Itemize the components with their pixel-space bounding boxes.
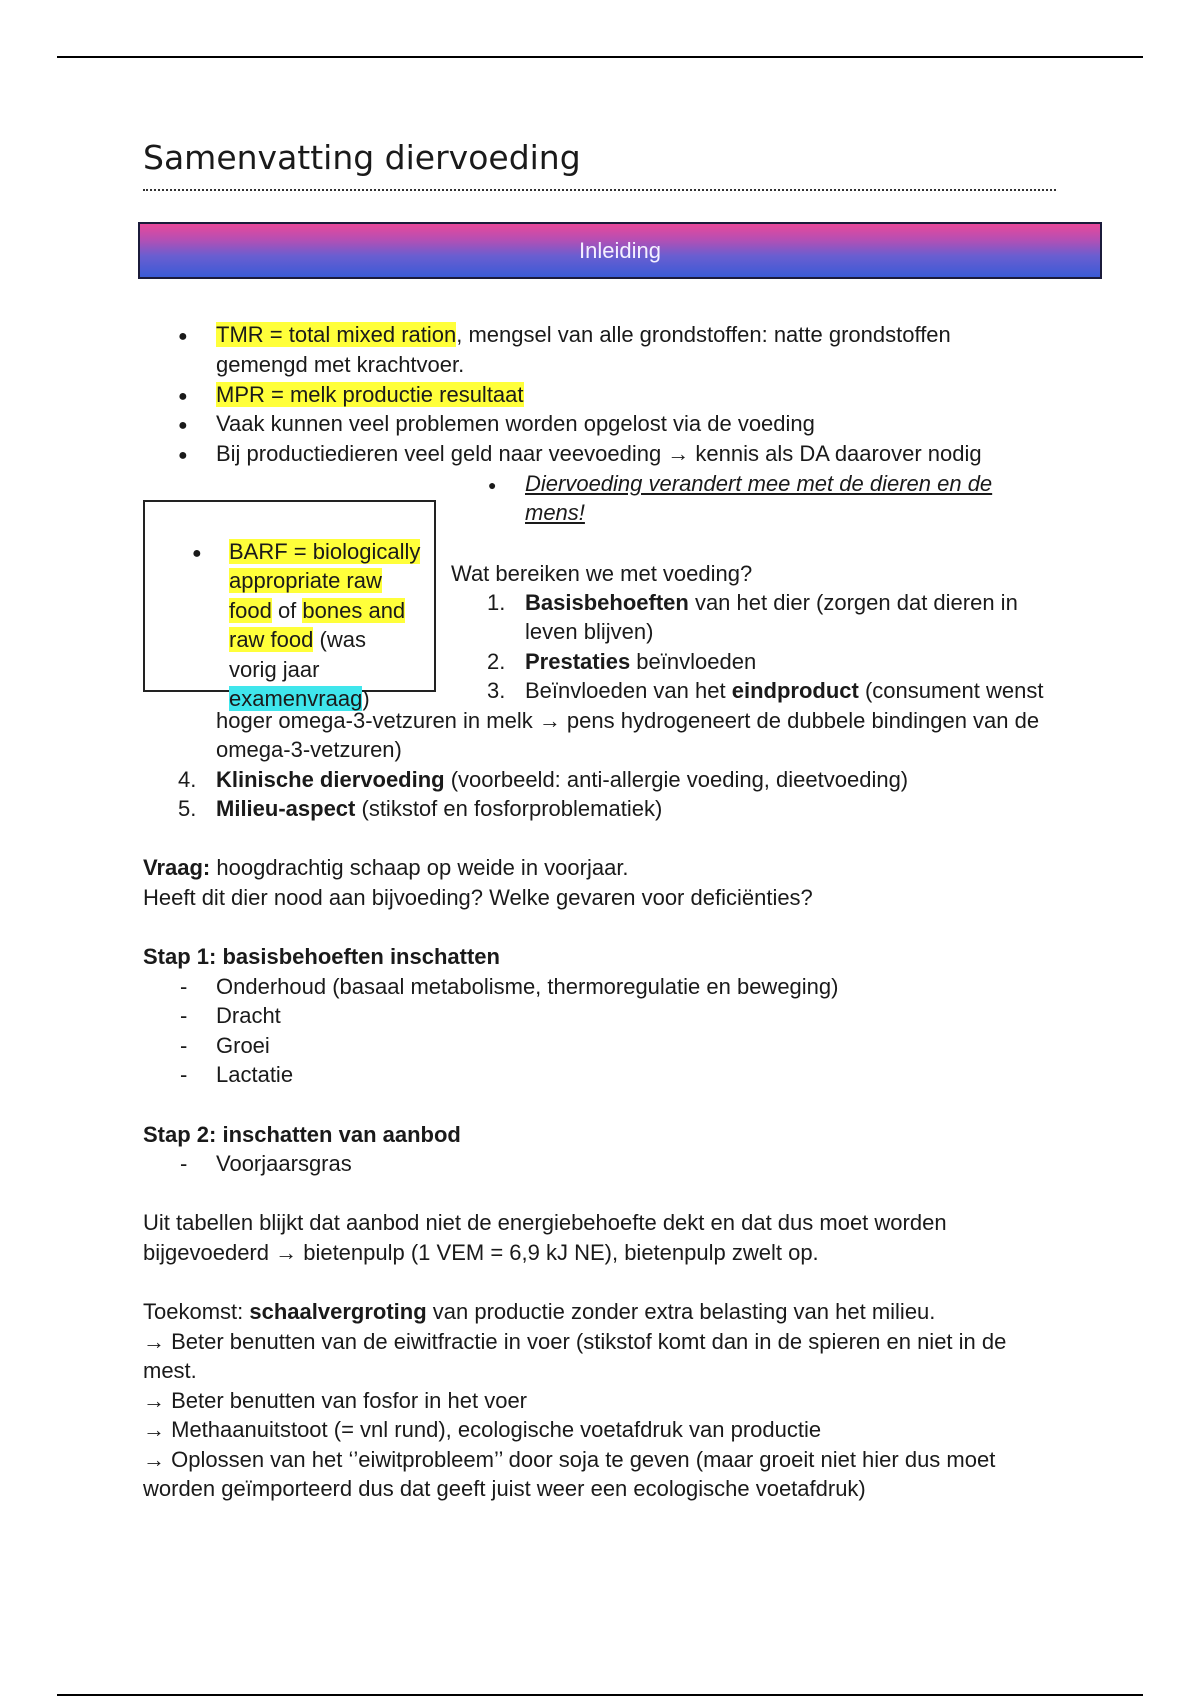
- stap2-item: Voorjaarsgras: [216, 1151, 352, 1176]
- goal-eindproduct: Beïnvloeden van het eindproduct (consument wenst: [525, 678, 1044, 703]
- barf-line-4: raw food (was: [229, 627, 366, 652]
- toekomst-arrow-fosfor: → Beter benutten van fosfor in het voer: [143, 1388, 528, 1413]
- goal-number: 4.: [178, 767, 197, 792]
- goal-number: 1.: [487, 590, 506, 615]
- goals-question: Wat bereiken we met voeding?: [451, 561, 753, 586]
- bullet-icon: ●: [488, 477, 497, 493]
- dash-icon: -: [180, 974, 188, 999]
- stap2-heading: Stap 2: inschatten van aanbod: [143, 1122, 461, 1147]
- dash-icon: -: [180, 1062, 188, 1087]
- section-banner-inleiding: Inleiding: [138, 222, 1102, 279]
- goal-milieu: Milieu-aspect (stikstof en fosforproblematiek): [216, 796, 663, 821]
- goal-number: 3.: [487, 678, 506, 703]
- barf-line-5: vorig jaar: [229, 657, 320, 682]
- bullet-icon: ●: [178, 388, 188, 405]
- goal-number: 2.: [487, 649, 506, 674]
- bullet-tmr-continued: gemengd met krachtvoer.: [216, 352, 465, 377]
- goal-klinische: Klinische diervoeding (voorbeeld: anti-allergie voeding, dieetvoeding): [216, 767, 909, 792]
- tabellen-line-2: bijgevoederd → bietenpulp (1 VEM = 6,9 kJ NE), bietenpulp zwelt op.: [143, 1240, 819, 1265]
- footer-rule: [57, 1694, 1143, 1696]
- stap1-heading: Stap 1: basisbehoeften inschatten: [143, 944, 500, 969]
- barf-line-6: examenvraag): [229, 686, 370, 711]
- goal-number: 5.: [178, 796, 197, 821]
- vraag-line-2: Heeft dit dier nood aan bijvoeding? Welke gevaren voor deficiënties?: [143, 885, 813, 910]
- dash-icon: -: [180, 1151, 188, 1176]
- highlight-examenvraag: examenvraag: [229, 686, 363, 711]
- goal-basisbehoeften-cont: leven blijven): [525, 619, 654, 644]
- barf-line-3: food of bones and: [229, 598, 406, 623]
- stap1-item: Lactatie: [216, 1062, 294, 1087]
- toekomst-arrow-methaan: → Methaanuitstoot (= vnl rund), ecologische voetafdruk van productie: [143, 1417, 822, 1442]
- bullet-diervoeding-verandert-cont: mens!: [525, 500, 585, 525]
- toekomst-arrow-soja: → Oplossen van het ‘’eiwitprobleem’’ door soja te geven (maar groeit niet hier dus moet: [143, 1447, 996, 1472]
- bullet-icon: ●: [178, 447, 188, 464]
- dash-icon: -: [180, 1003, 188, 1028]
- barf-line-1: BARF = biologically: [229, 539, 421, 564]
- bullet-tmr: TMR = total mixed ration, mengsel van alle grondstoffen: natte grondstoffen: [216, 322, 951, 347]
- bullet-mpr: [216, 380, 524, 410]
- bullet-icon: ●: [178, 417, 188, 434]
- bullet-diervoeding-verandert: Diervoeding verandert mee met de dieren en de: [525, 471, 993, 496]
- stap1-item: Onderhoud (basaal metabolisme, thermoregulatie en beweging): [216, 974, 839, 999]
- highlight-mpr: MPR = melk productie resultaat: [216, 382, 524, 407]
- stap1-item: Groei: [216, 1033, 270, 1058]
- toekomst-line: Toekomst: schaalvergroting van productie zonder extra belasting van het milieu.: [143, 1299, 936, 1324]
- stap1-item: Dracht: [216, 1003, 281, 1028]
- dash-icon: -: [180, 1033, 188, 1058]
- highlight-tmr: TMR = total mixed ration: [216, 322, 457, 347]
- bullet-icon: ●: [192, 545, 202, 562]
- vraag-line-1: Vraag: hoogdrachtig schaap op weide in voorjaar.: [143, 855, 629, 880]
- goal-eindproduct-cont-1: hoger omega-3-vetzuren in melk → pens hydrogeneert de dubbele bindingen van de: [216, 708, 1040, 733]
- goal-basisbehoeften: Basisbehoeften van het dier (zorgen dat dieren in: [525, 590, 1018, 615]
- document-title: Samenvatting diervoeding: [143, 138, 1056, 191]
- barf-line-2: appropriate raw: [229, 568, 382, 593]
- goal-prestaties: Prestaties beïnvloeden: [525, 649, 757, 674]
- bullet-icon: ●: [178, 328, 188, 345]
- bullet-productiedieren: Bij productiedieren veel geld naar veevoeding → kennis als DA daarover nodig: [216, 441, 982, 466]
- header-rule: [57, 56, 1143, 58]
- toekomst-arrow-eiwit: → Beter benutten van de eiwitfractie in voer (stikstof komt dan in de spieren en niet in de: [143, 1329, 1007, 1354]
- tabellen-line-1: Uit tabellen blijkt dat aanbod niet de energiebehoefte dekt en dat dus moet worden: [143, 1210, 947, 1235]
- goal-eindproduct-cont-2: omega-3-vetzuren): [216, 737, 402, 762]
- bullet-problemen: Vaak kunnen veel problemen worden opgelost via de voeding: [216, 411, 815, 436]
- toekomst-arrow-soja-cont: worden geïmporteerd dus dat geeft juist weer een ecologische voetafdruk): [143, 1476, 866, 1501]
- toekomst-arrow-eiwit-cont: mest.: [143, 1358, 197, 1383]
